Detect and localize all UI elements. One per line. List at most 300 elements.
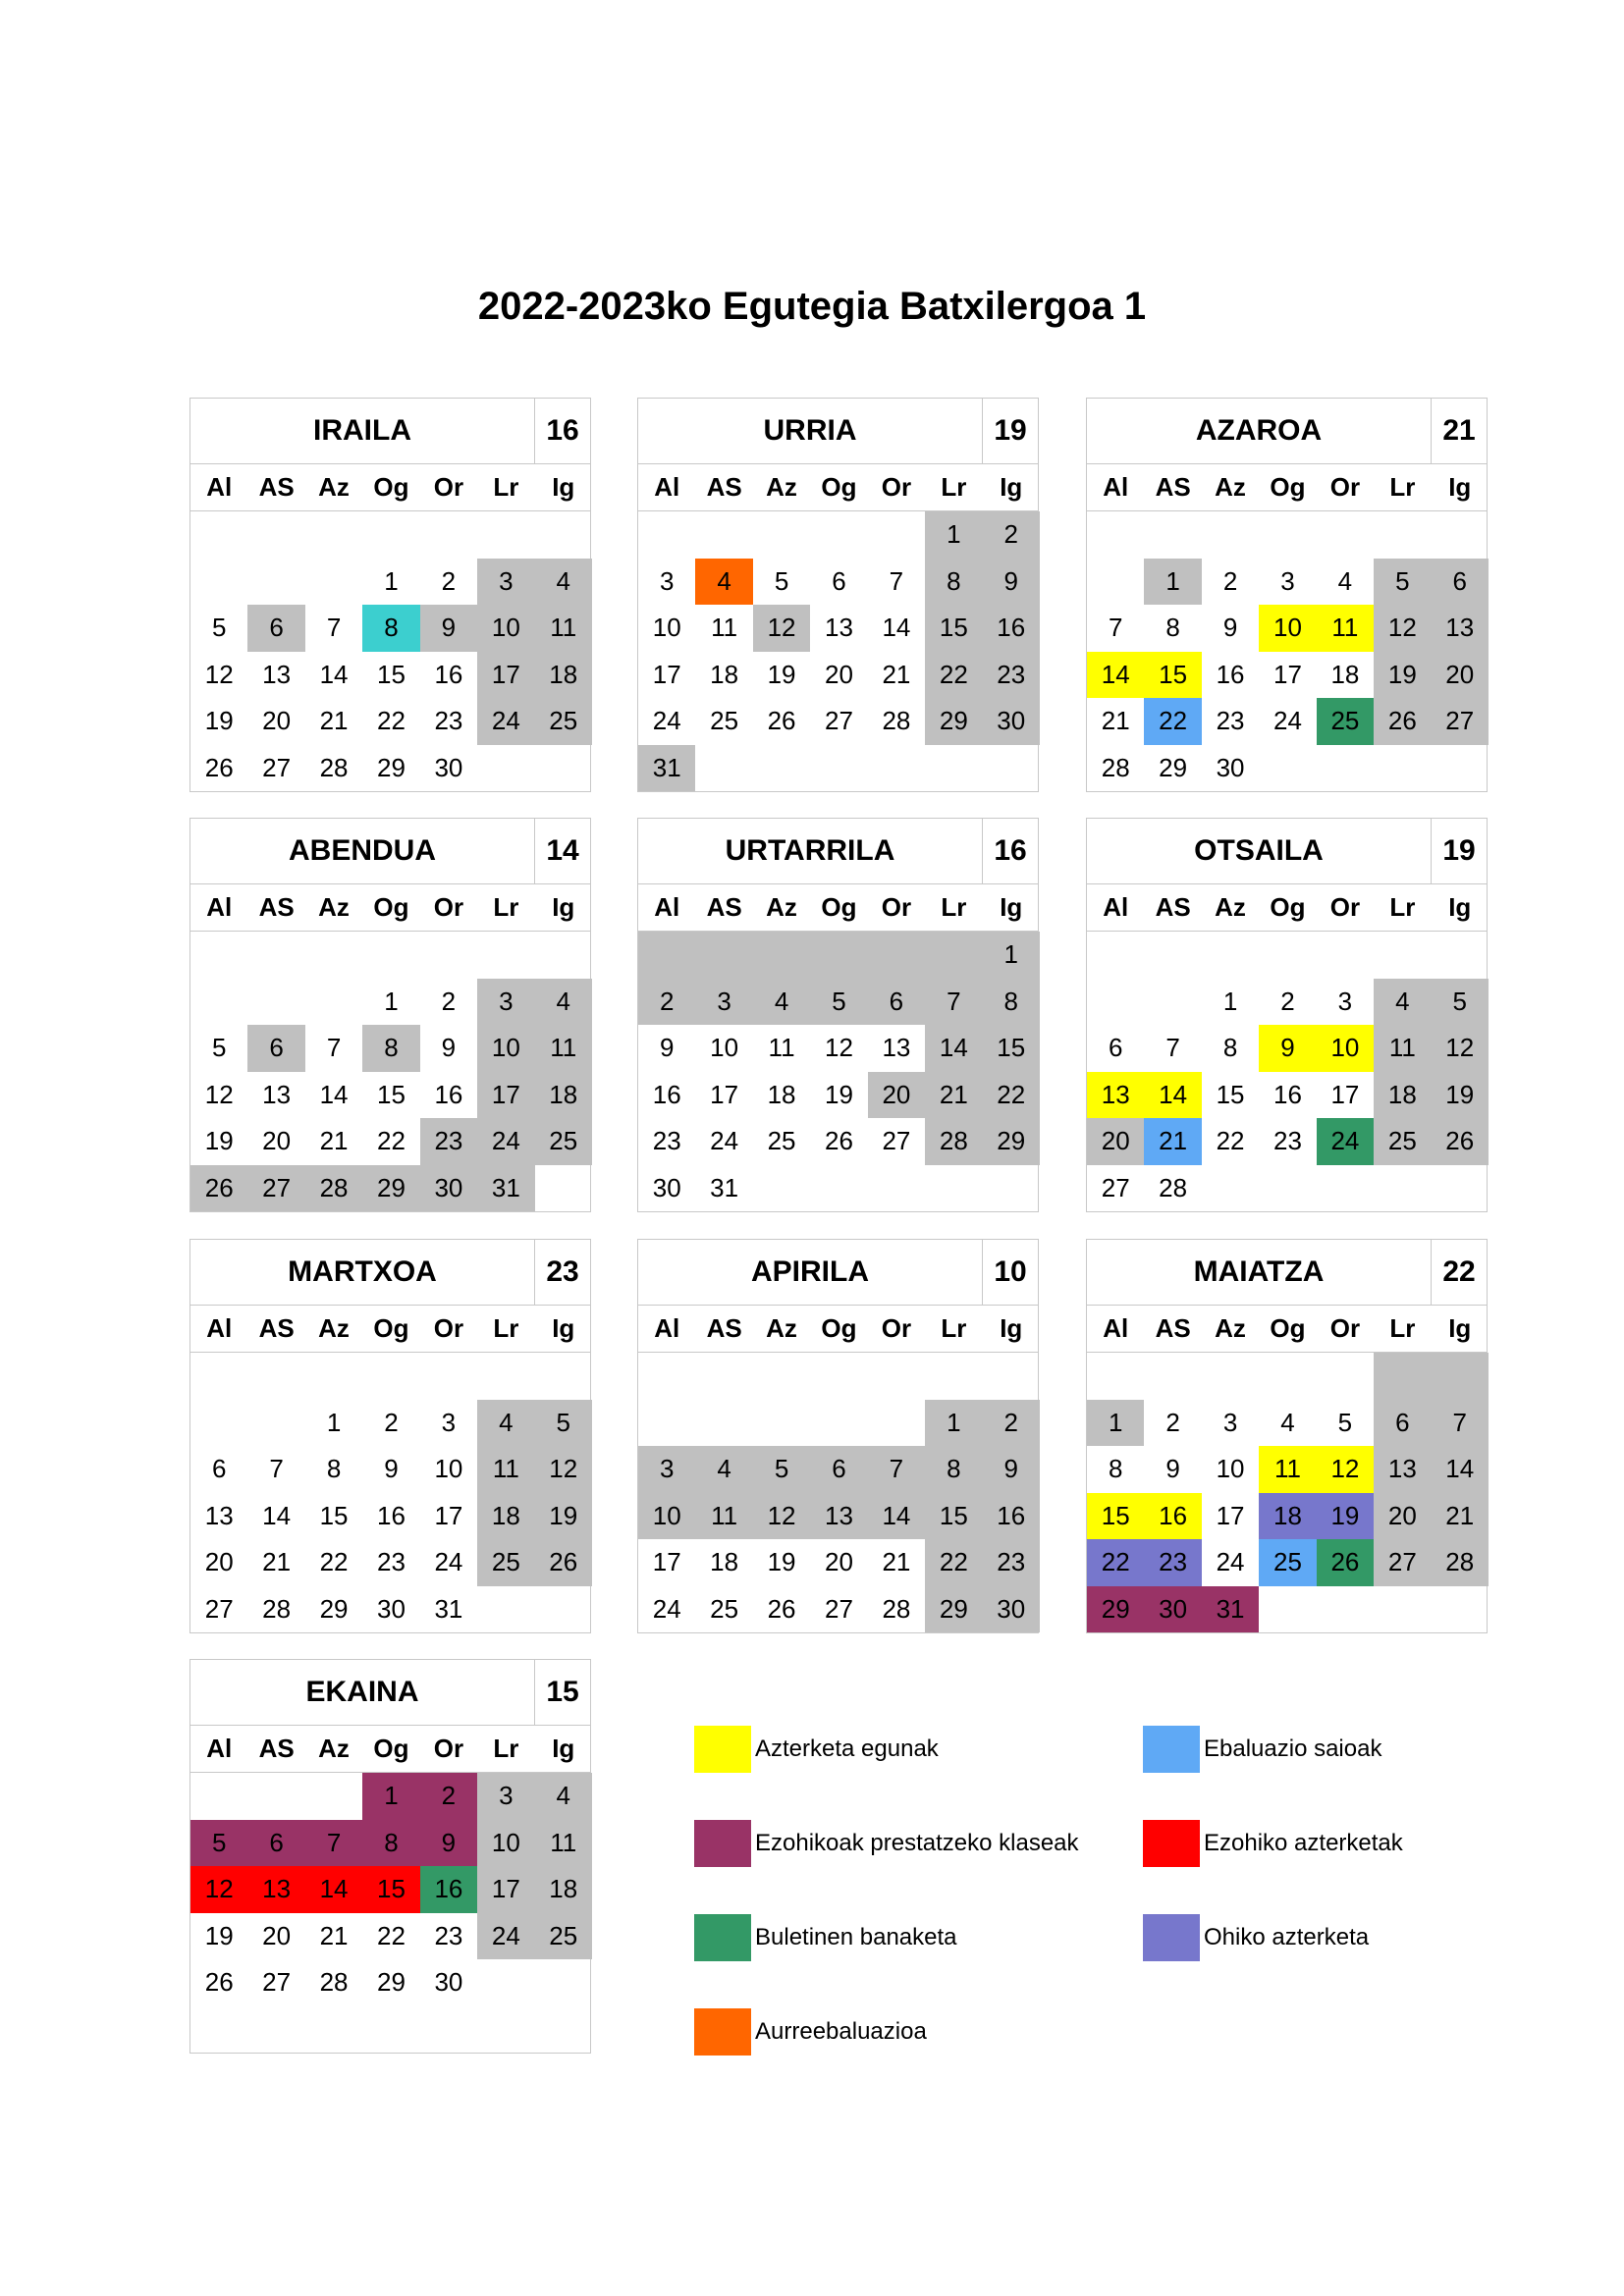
day-cell: 30 <box>1144 1586 1201 1633</box>
weekday-label: Az <box>1215 472 1246 502</box>
day-cell: 8 <box>326 1454 342 1484</box>
day-cell: 7 <box>889 565 904 596</box>
day-cell: 30 <box>983 698 1040 745</box>
legend-label: Azterketa egunak <box>755 1735 939 1762</box>
day-cell <box>305 559 362 606</box>
day-cell <box>695 745 752 792</box>
day-cell: 23 <box>1273 1126 1302 1156</box>
weekday-label: AS <box>258 1313 295 1343</box>
day-cell: 17 <box>434 1500 463 1530</box>
day-cell: 23 <box>983 652 1040 699</box>
month-name: MAIATZA <box>1087 1240 1432 1305</box>
day-grid <box>1087 511 1487 791</box>
day-cell: 10 <box>477 1820 534 1867</box>
day-cell: 13 <box>810 1493 867 1540</box>
day-cell: 11 <box>1259 1446 1316 1493</box>
day-cell: 22 <box>377 1920 406 1950</box>
day-cell: 10 <box>477 605 534 652</box>
day-cell: 7 <box>868 1446 925 1493</box>
day-cell: 26 <box>825 1126 853 1156</box>
day-cell: 13 <box>1087 1072 1144 1119</box>
day-cell: 12 <box>1317 1446 1374 1493</box>
day-cell: 22 <box>1216 1126 1245 1156</box>
day-cell: 19 <box>204 1126 234 1156</box>
weekday-label: Ig <box>552 1313 575 1343</box>
day-cell: 5 <box>774 565 789 596</box>
day-cell: 27 <box>882 1126 911 1156</box>
month-5 <box>1086 818 1488 1212</box>
day-cell: 22 <box>925 652 982 699</box>
day-cell: 12 <box>1374 605 1431 652</box>
day-cell <box>983 1165 1040 1212</box>
day-cell: 14 <box>882 613 911 643</box>
day-cell: 12 <box>753 605 810 652</box>
day-cell: 15 <box>1087 1493 1144 1540</box>
day-cell: 27 <box>262 1967 292 1998</box>
day-cell <box>753 511 810 559</box>
month-name: EKAINA <box>190 1660 535 1725</box>
day-cell <box>695 932 752 979</box>
day-cell: 8 <box>925 1446 982 1493</box>
day-cell: 9 <box>384 1454 399 1484</box>
day-cell: 24 <box>477 1913 534 1960</box>
day-cell: 11 <box>1317 605 1374 652</box>
day-cell: 22 <box>377 706 406 736</box>
day-cell: 10 <box>1259 605 1316 652</box>
day-cell: 19 <box>767 1547 796 1577</box>
month-header <box>638 1240 1038 1306</box>
day-cell: 19 <box>204 706 234 736</box>
day-cell: 14 <box>1087 652 1144 699</box>
day-cell <box>925 932 982 979</box>
weekday-header <box>190 1306 590 1353</box>
day-cell <box>1374 745 1431 792</box>
day-cell <box>1087 932 1144 979</box>
day-cell: 8 <box>362 605 419 652</box>
day-cell: 22 <box>925 1539 982 1586</box>
day-cell: 7 <box>305 1820 362 1867</box>
day-cell <box>477 745 534 792</box>
day-cell <box>868 511 925 559</box>
day-cell: 29 <box>377 752 406 782</box>
day-cell: 16 <box>1216 659 1245 689</box>
day-cell <box>753 745 810 792</box>
weekday-label: Or <box>433 472 464 502</box>
day-cell: 10 <box>638 1493 695 1540</box>
day-cell <box>1259 1165 1316 1212</box>
day-cell: 2 <box>1222 565 1238 596</box>
day-cell: 14 <box>1144 1072 1201 1119</box>
month-day-count: 16 <box>546 414 579 447</box>
weekday-label: Al <box>206 1734 233 1763</box>
month-day-count: 19 <box>1442 834 1476 867</box>
day-cell: 12 <box>190 1866 247 1913</box>
day-cell: 6 <box>247 1820 304 1867</box>
month-name: MARTXOA <box>190 1240 535 1305</box>
day-cell: 21 <box>1101 706 1130 736</box>
day-cell: 21 <box>262 1547 292 1577</box>
day-cell: 6 <box>832 565 846 596</box>
weekday-label: Ig <box>1448 1313 1472 1343</box>
day-cell: 4 <box>535 979 592 1026</box>
day-cell <box>1259 511 1316 559</box>
day-cell: 16 <box>983 1493 1040 1540</box>
day-cell: 22 <box>319 1547 349 1577</box>
day-cell <box>535 932 592 979</box>
day-cell <box>305 932 362 979</box>
day-cell: 15 <box>925 605 982 652</box>
day-cell: 18 <box>477 1493 534 1540</box>
day-cell: 7 <box>1432 1400 1489 1447</box>
day-cell <box>1432 1165 1489 1212</box>
day-cell: 29 <box>1159 752 1188 782</box>
day-cell: 30 <box>1216 752 1245 782</box>
day-cell: 3 <box>477 1773 534 1820</box>
day-cell: 27 <box>247 1165 304 1212</box>
day-cell: 26 <box>767 1593 796 1624</box>
day-cell <box>247 1353 304 1400</box>
day-cell: 2 <box>384 1407 399 1437</box>
day-cell: 8 <box>983 979 1040 1026</box>
legend-swatch <box>694 1914 751 1961</box>
weekday-header <box>190 464 590 511</box>
day-cell: 21 <box>882 659 911 689</box>
day-grid <box>638 1353 1038 1632</box>
day-cell: 5 <box>1432 979 1489 1026</box>
day-cell: 8 <box>362 1820 419 1867</box>
day-cell: 8 <box>1108 1454 1123 1484</box>
day-cell: 20 <box>825 659 853 689</box>
day-cell: 31 <box>434 1593 463 1624</box>
day-cell: 13 <box>1374 1446 1431 1493</box>
day-cell: 17 <box>1273 659 1302 689</box>
day-cell: 22 <box>983 1072 1040 1119</box>
day-cell: 16 <box>983 605 1040 652</box>
day-cell <box>1202 932 1259 979</box>
day-cell <box>247 2006 304 2054</box>
day-cell: 18 <box>710 1547 739 1577</box>
weekday-label: Lr <box>1389 1313 1416 1343</box>
day-cell: 1 <box>362 1773 419 1820</box>
weekday-label: Ig <box>1448 892 1472 922</box>
legend-item <box>1143 1914 1369 1961</box>
day-cell: 3 <box>1222 1407 1238 1437</box>
day-cell <box>535 745 592 792</box>
day-cell <box>753 1353 810 1400</box>
month-6 <box>189 1239 591 1633</box>
day-cell <box>1432 1353 1489 1400</box>
day-cell: 23 <box>420 1118 477 1165</box>
day-cell: 25 <box>477 1539 534 1586</box>
day-cell <box>1144 932 1201 979</box>
day-cell: 28 <box>1101 752 1130 782</box>
weekday-label: Or <box>433 1313 464 1343</box>
day-cell: 30 <box>652 1172 681 1202</box>
day-cell: 30 <box>434 1967 463 1998</box>
day-cell: 28 <box>305 1165 362 1212</box>
day-cell <box>868 1165 925 1212</box>
day-cell <box>305 2006 362 2054</box>
weekday-header <box>638 884 1038 932</box>
day-cell: 25 <box>535 1118 592 1165</box>
month-day-count: 15 <box>546 1676 579 1708</box>
day-cell <box>810 745 867 792</box>
day-cell: 12 <box>535 1446 592 1493</box>
weekday-label: Or <box>1329 1313 1361 1343</box>
day-cell <box>305 1773 362 1820</box>
month-header <box>190 1660 590 1726</box>
day-cell: 1 <box>384 986 399 1016</box>
day-cell <box>925 1353 982 1400</box>
day-cell: 1 <box>326 1407 342 1437</box>
legend-label: Buletinen banaketa <box>755 1924 957 1950</box>
day-cell: 24 <box>652 1593 681 1624</box>
month-header <box>190 1240 590 1306</box>
day-cell: 9 <box>983 1446 1040 1493</box>
day-cell <box>247 1773 304 1820</box>
day-cell: 21 <box>1144 1118 1201 1165</box>
day-cell <box>420 932 477 979</box>
day-cell: 28 <box>882 1593 911 1624</box>
day-cell: 19 <box>535 1493 592 1540</box>
day-cell: 8 <box>1222 1033 1238 1063</box>
day-cell <box>638 1353 695 1400</box>
weekday-label: Ig <box>1448 472 1472 502</box>
weekday-label: Lr <box>941 1313 967 1343</box>
day-cell <box>247 559 304 606</box>
day-cell <box>362 2006 419 2054</box>
day-cell: 28 <box>319 1967 349 1998</box>
day-cell: 22 <box>1144 698 1201 745</box>
day-cell: 22 <box>1087 1539 1144 1586</box>
weekday-header <box>638 464 1038 511</box>
day-cell: 17 <box>710 1079 739 1109</box>
day-cell <box>362 511 419 559</box>
day-cell: 6 <box>211 1454 227 1484</box>
weekday-label: Lr <box>493 1734 519 1763</box>
day-cell: 18 <box>710 659 739 689</box>
day-cell: 12 <box>1432 1025 1489 1072</box>
legend-label: Ezohiko azterketak <box>1204 1830 1403 1856</box>
day-cell: 19 <box>1374 652 1431 699</box>
day-cell: 13 <box>204 1500 234 1530</box>
weekday-label: Al <box>654 1313 680 1343</box>
month-9 <box>189 1659 591 2054</box>
day-cell: 28 <box>262 1593 292 1624</box>
weekday-label: AS <box>258 892 295 922</box>
day-cell: 29 <box>319 1593 349 1624</box>
day-cell: 29 <box>377 1967 406 1998</box>
month-name: IRAILA <box>190 399 535 463</box>
day-cell: 5 <box>535 1400 592 1447</box>
day-cell: 5 <box>1337 1407 1353 1437</box>
day-cell <box>925 745 982 792</box>
day-cell: 13 <box>262 659 292 689</box>
day-cell <box>190 1773 247 1820</box>
day-cell <box>1374 932 1431 979</box>
day-cell: 28 <box>1159 1172 1188 1202</box>
day-cell <box>868 1400 925 1447</box>
day-cell <box>1374 511 1431 559</box>
day-cell: 24 <box>477 698 534 745</box>
day-cell <box>925 1165 982 1212</box>
month-2 <box>1086 398 1488 792</box>
day-cell: 9 <box>420 605 477 652</box>
day-cell: 1 <box>925 511 982 559</box>
day-cell: 11 <box>1374 1025 1431 1072</box>
weekday-label: AS <box>1155 892 1191 922</box>
day-cell <box>190 559 247 606</box>
day-cell: 7 <box>1108 613 1123 643</box>
day-cell: 6 <box>247 1025 304 1072</box>
day-cell <box>810 1400 867 1447</box>
weekday-label: AS <box>706 892 742 922</box>
month-day-count: 19 <box>994 414 1027 447</box>
day-cell: 4 <box>477 1400 534 1447</box>
month-header <box>638 399 1038 464</box>
weekday-label: Az <box>1215 1313 1246 1343</box>
day-cell: 17 <box>1330 1079 1360 1109</box>
day-cell: 5 <box>190 1820 247 1867</box>
day-cell: 20 <box>262 1126 292 1156</box>
legend-label: Ebaluazio saioak <box>1204 1735 1382 1762</box>
day-cell: 4 <box>1337 565 1353 596</box>
day-cell: 21 <box>319 706 349 736</box>
day-cell: 13 <box>247 1866 304 1913</box>
day-cell <box>1374 1586 1431 1633</box>
legend-swatch <box>694 1820 751 1867</box>
day-cell: 30 <box>983 1586 1040 1633</box>
day-cell: 20 <box>262 706 292 736</box>
weekday-label: Al <box>1103 472 1129 502</box>
day-cell: 20 <box>1374 1493 1431 1540</box>
day-cell: 2 <box>1165 1407 1180 1437</box>
legend-swatch <box>694 2008 751 2056</box>
day-cell: 6 <box>868 979 925 1026</box>
month-7 <box>637 1239 1039 1633</box>
day-cell: 18 <box>535 1866 592 1913</box>
day-cell: 3 <box>1280 565 1295 596</box>
weekday-label: Or <box>433 892 464 922</box>
weekday-label: Or <box>1329 472 1361 502</box>
day-cell: 4 <box>535 1773 592 1820</box>
day-cell <box>190 1353 247 1400</box>
weekday-header <box>638 1306 1038 1353</box>
day-cell: 23 <box>1144 1539 1201 1586</box>
day-cell: 4 <box>1374 979 1431 1026</box>
day-cell: 5 <box>753 1446 810 1493</box>
day-cell: 6 <box>810 1446 867 1493</box>
day-cell <box>1374 1165 1431 1212</box>
day-cell <box>535 1586 592 1633</box>
day-cell: 18 <box>535 652 592 699</box>
month-name: APIRILA <box>638 1240 983 1305</box>
day-cell: 10 <box>1317 1025 1374 1072</box>
day-cell: 16 <box>1273 1079 1302 1109</box>
day-cell: 23 <box>1216 706 1245 736</box>
day-cell <box>1317 932 1374 979</box>
day-cell <box>638 511 695 559</box>
day-cell: 24 <box>1216 1547 1245 1577</box>
day-cell: 6 <box>1432 559 1489 606</box>
day-cell: 26 <box>767 706 796 736</box>
day-cell: 30 <box>377 1593 406 1624</box>
day-cell: 29 <box>1087 1586 1144 1633</box>
weekday-label: AS <box>706 472 742 502</box>
day-cell <box>190 511 247 559</box>
day-cell <box>695 511 752 559</box>
month-header <box>190 819 590 884</box>
day-cell <box>1144 979 1201 1026</box>
day-cell <box>1144 1353 1201 1400</box>
weekday-header <box>190 1726 590 1773</box>
weekday-label: Or <box>1329 892 1361 922</box>
day-cell <box>305 1353 362 1400</box>
day-cell: 20 <box>204 1547 234 1577</box>
day-cell: 16 <box>434 1079 463 1109</box>
legend-item <box>694 1914 957 1961</box>
weekday-label: Al <box>206 1313 233 1343</box>
day-cell: 9 <box>1259 1025 1316 1072</box>
day-cell: 1 <box>1087 1400 1144 1447</box>
day-cell <box>477 511 534 559</box>
day-cell: 29 <box>983 1118 1040 1165</box>
weekday-label: Or <box>881 892 912 922</box>
day-cell: 23 <box>377 1547 406 1577</box>
day-cell: 21 <box>319 1920 349 1950</box>
day-cell: 23 <box>983 1539 1040 1586</box>
page-title: 2022-2023ko Egutegia Batxilergoa 1 <box>477 285 1147 328</box>
day-cell: 28 <box>882 706 911 736</box>
day-cell <box>1144 511 1201 559</box>
month-0 <box>189 398 591 792</box>
day-cell <box>305 979 362 1026</box>
legend-item <box>1143 1820 1403 1867</box>
day-cell <box>247 979 304 1026</box>
weekday-label: Az <box>1215 892 1246 922</box>
day-cell: 21 <box>882 1547 911 1577</box>
day-cell: 16 <box>434 659 463 689</box>
day-cell: 12 <box>753 1493 810 1540</box>
day-cell: 14 <box>262 1500 292 1530</box>
day-cell: 3 <box>695 979 752 1026</box>
day-cell <box>753 932 810 979</box>
day-cell: 1 <box>983 932 1040 979</box>
day-cell: 7 <box>269 1454 284 1484</box>
day-cell <box>362 932 419 979</box>
day-cell: 1 <box>925 1400 982 1447</box>
day-cell: 15 <box>362 1866 419 1913</box>
weekday-label: Az <box>766 892 797 922</box>
day-cell: 13 <box>882 1033 911 1063</box>
day-cell <box>535 1165 592 1212</box>
day-cell: 24 <box>652 706 681 736</box>
day-cell: 8 <box>925 559 982 606</box>
day-cell <box>1432 511 1489 559</box>
day-cell <box>535 2006 592 2054</box>
day-cell: 11 <box>695 1493 752 1540</box>
day-cell: 19 <box>825 1079 853 1109</box>
day-cell: 25 <box>535 698 592 745</box>
day-cell: 24 <box>1317 1118 1374 1165</box>
day-cell: 21 <box>925 1072 982 1119</box>
day-cell: 18 <box>1330 659 1360 689</box>
day-cell: 17 <box>477 1072 534 1119</box>
weekday-label: Lr <box>1389 472 1416 502</box>
day-cell: 9 <box>1165 1454 1180 1484</box>
day-cell: 23 <box>434 706 463 736</box>
day-cell: 27 <box>1374 1539 1431 1586</box>
